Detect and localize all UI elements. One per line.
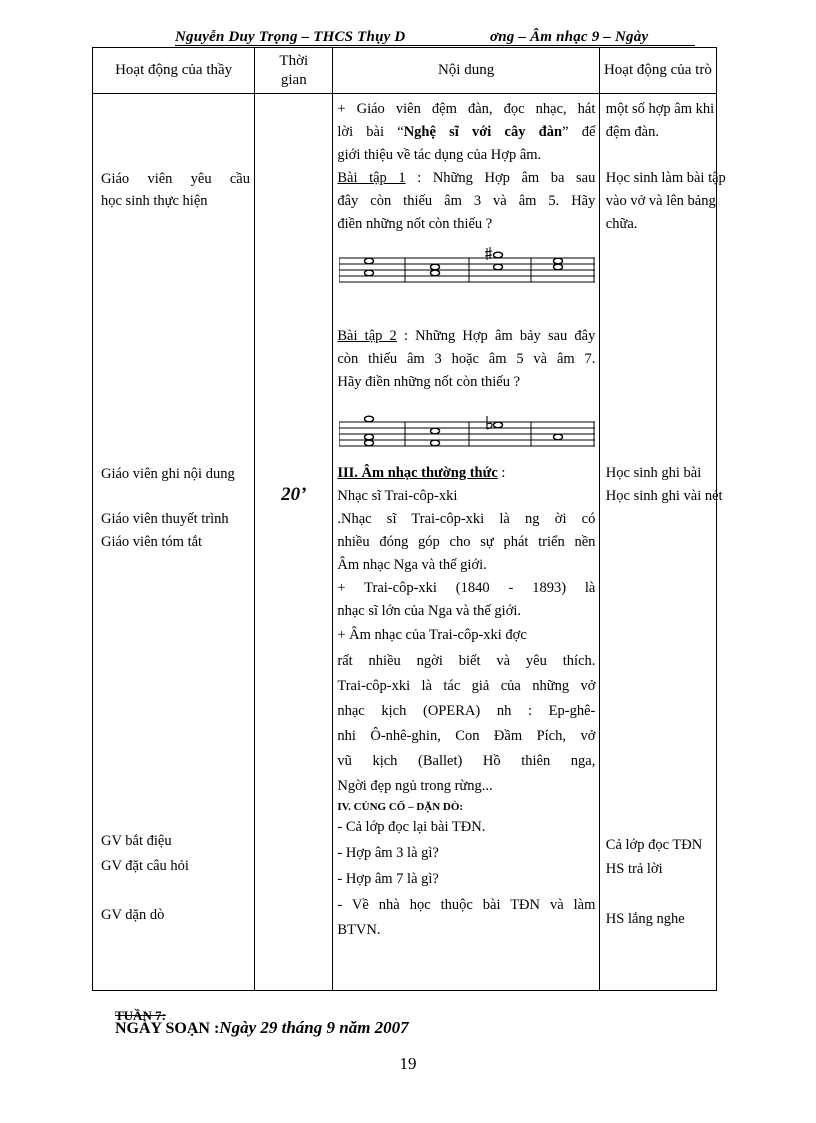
table-row [93, 94, 717, 991]
content-line: điền những nốt còn thiếu ? [337, 216, 493, 232]
music-staff-exercise-2 [339, 412, 595, 452]
content-line: .Nhạc sĩ Trai-côp-xki là ng ời có [337, 511, 596, 527]
student-line: Học sinh ghi bài [605, 465, 702, 481]
student-line: đệm đàn. [605, 124, 659, 140]
col-header-content: Nội dung [333, 48, 599, 94]
lesson-table [92, 47, 726, 991]
teacher-line: Giáo viên ghi nội dung [101, 466, 235, 482]
content-line: - Hợp âm 7 là gì? [337, 871, 439, 887]
header-left: Nguyễn Duy Trọng – THCS Thụy D [175, 29, 406, 45]
student-line: chữa. [605, 216, 638, 232]
teacher-line: GV dặn dò [101, 907, 165, 923]
teacher-line: Giáo viên thuyết trình [101, 511, 229, 527]
col-header-time-line1: Thời [279, 52, 309, 69]
teacher-line: học sinh thực hiện [101, 193, 208, 209]
content-line [337, 325, 595, 347]
content-line: Trai-côp-xki là tác giả của những vở [337, 678, 596, 694]
student-line: Học sinh ghi vài nét [605, 488, 723, 504]
content-text: lời bài “ [337, 124, 404, 140]
teacher-line: GV bắt điệu [101, 833, 172, 849]
time-cell [255, 94, 333, 991]
content-line: - Về nhà học thuộc bài TĐN và làm [337, 897, 596, 913]
content-line: Nhạc sĩ Trai-côp-xki [337, 488, 458, 504]
teacher-line: GV đặt câu hỏi [101, 858, 189, 874]
content-line: Hãy điền những nốt còn thiếu ? [337, 374, 520, 390]
section-3-heading [337, 462, 505, 484]
content-line: + Âm nhạc của Trai-côp-xki đợc [337, 627, 527, 643]
content-text: ” để [562, 124, 596, 140]
content-text: : [497, 465, 506, 481]
content-text: : Những Hợp âm bảy sau đây [396, 328, 596, 344]
col-header-student: Hoạt động của trò [599, 48, 716, 94]
content-line [337, 167, 595, 189]
page-header [175, 29, 695, 49]
student-line: Học sinh làm bài tập [605, 170, 726, 186]
student-line: vào vở và lên bảng [605, 193, 716, 209]
prep-date [115, 1018, 409, 1038]
header-rule [175, 45, 695, 46]
teacher-cell [93, 94, 255, 991]
content-line: nhiều đóng góp cho sự phát triển nền [337, 534, 596, 550]
song-title: Nghệ sĩ với cây đàn [403, 124, 563, 140]
content-text: : Những Hợp âm ba sau [405, 170, 596, 186]
exercise-1-label: Bài tập 1 [337, 170, 406, 186]
prep-date-label: NGÀY SOẠN : [115, 1020, 220, 1037]
col-header-time [255, 48, 333, 94]
student-line: HS lắng nghe [605, 911, 685, 927]
content-line: rất nhiều ngời biết và yêu thích. [337, 653, 596, 669]
student-line: HS trả lời [605, 861, 663, 877]
content-line: + Trai-côp-xki (1840 - 1893) là [337, 580, 596, 596]
time-value: 20’ [281, 484, 307, 505]
content-line: BTVN. [337, 922, 381, 938]
content-line: còn thiếu âm 3 hoặc âm 5 và âm 7. [337, 351, 596, 367]
content-line: Ngời đẹp ngủ trong rừng... [337, 778, 493, 794]
section-3-title: III. Âm nhạc thường thức [337, 465, 498, 481]
student-cell [599, 94, 726, 991]
teacher-line: Giáo viên tóm tắt [101, 534, 203, 550]
teacher-line: Giáo viên yêu cầu [101, 171, 250, 187]
music-staff-exercise-1 [339, 244, 595, 288]
col-header-time-line2: gian [280, 71, 307, 88]
content-line: - Cả lớp đọc lại bài TĐN. [337, 819, 486, 835]
content-line: vũ kịch (Ballet) Hồ thiên nga, [337, 753, 596, 769]
prep-date-value: Ngày 29 tháng 9 năm 2007 [219, 1018, 409, 1037]
exercise-2-label: Bài tập 2 [337, 328, 397, 344]
header-right: ơng – Âm nhạc 9 – Ngày [490, 29, 649, 45]
content-line: đây còn thiếu âm 3 và âm 5. Hãy [337, 193, 596, 209]
student-line: một số hợp âm khi [605, 101, 715, 117]
page-number: 19 [399, 1054, 417, 1073]
table-header-row [93, 48, 717, 94]
content-line [337, 121, 595, 143]
content-line: Âm nhạc Nga và thế giới. [337, 557, 487, 573]
content-line: nhạc sĩ lớn của Nga và thế giới. [337, 603, 522, 619]
content-line: + Giáo viên đệm đàn, đọc nhạc, hát [337, 101, 596, 117]
week-label: TUẦN 7: [115, 1008, 166, 1023]
section-4-title: IV. CỦNG CỐ – DẶN DÒ: [337, 801, 464, 813]
content-line: giới thiệu về tác dụng của Hợp âm. [337, 147, 542, 163]
content-line: nhi Ô-nhê-ghin, Con Đầm Pích, vở [337, 728, 596, 744]
content-line: - Hợp âm 3 là gì? [337, 845, 439, 861]
content-cell [333, 94, 599, 991]
content-line: nhạc kịch (OPERA) nh : Ep-ghê- [337, 703, 596, 719]
student-line: Cả lớp đọc TĐN [605, 837, 703, 853]
col-header-teacher: Hoạt động của thầy [93, 48, 255, 94]
